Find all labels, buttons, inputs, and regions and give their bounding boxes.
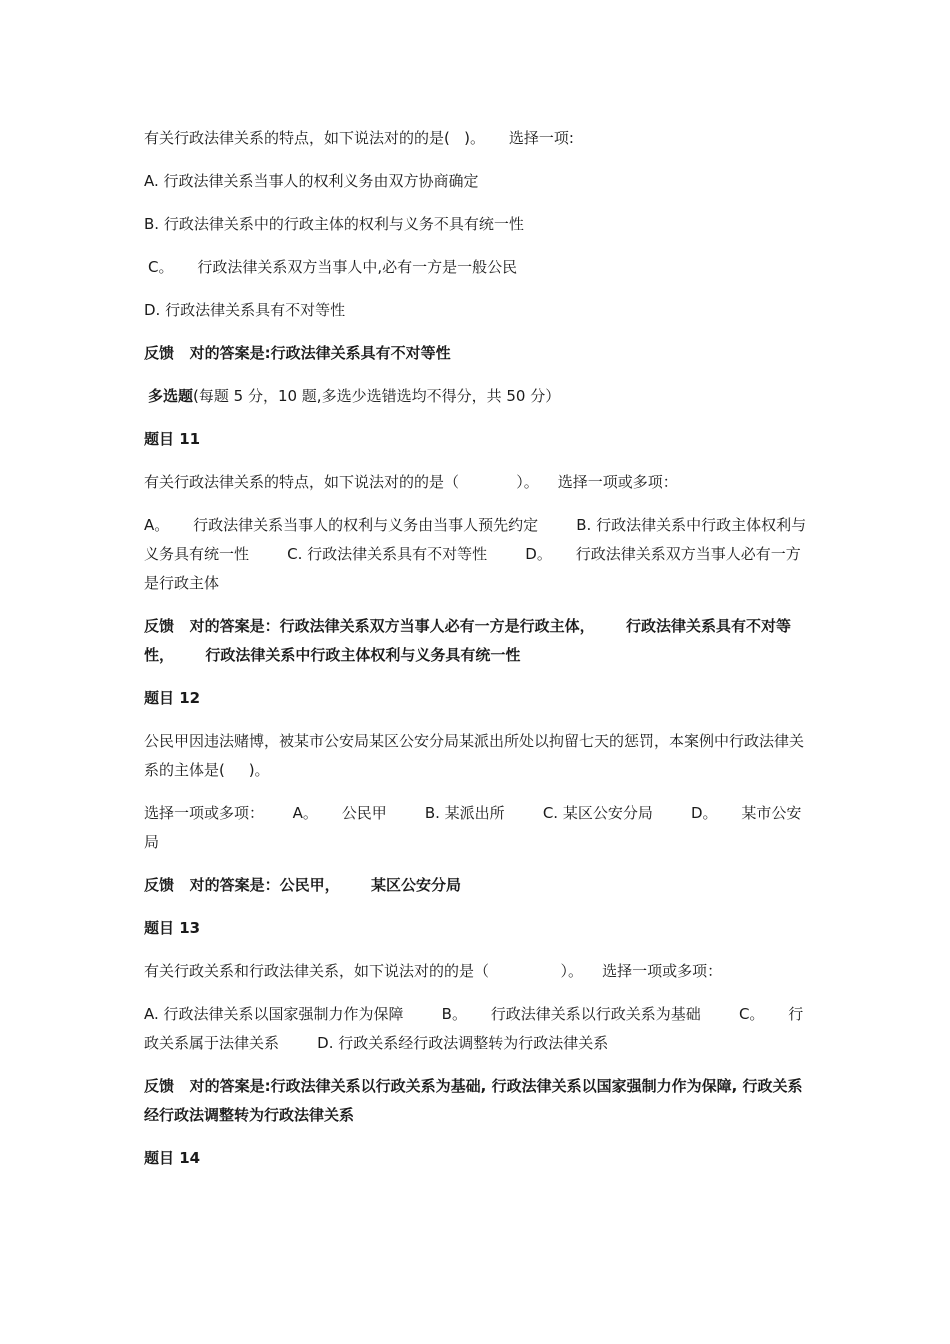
q13-options: A. 行政法律关系以国家强制力作为保障 B。 行政法律关系以行政关系为基础 C。 行政关系属于法律关系 D. 行政关系经行政法调整转为行政法律关系: [144, 1005, 804, 1052]
q11-feedback: 反馈 对的答案是：行政法律关系双方当事人必有一方是行政主体， 行政法律关系具有不对等性， 行政法律关系中行政主体权利与义务具有统一性: [144, 617, 792, 664]
q10-option-a: A. 行政法律关系当事人的权利义务由双方协商确定: [144, 172, 479, 190]
section-title: 多选题: [148, 387, 194, 405]
q13-label: 题目 13: [144, 919, 201, 937]
section-heading: [144, 382, 808, 411]
q10-feedback: 反馈 对的答案是:行政法律关系具有不对等性: [144, 344, 451, 362]
q11-label: 题目 11: [144, 430, 201, 448]
section-note: (每题 5 分，10 题,多选少选错选均不得分，共 50 分）: [193, 387, 561, 405]
q11-stem: 有关行政法律关系的特点，如下说法对的的是（ ）。 选择一项或多项：: [144, 473, 678, 491]
q12-options: 选择一项或多项： A。 公民甲 B. 某派出所 C. 某区公安分局 D。 某市公安局: [144, 804, 802, 851]
q10-stem: 有关行政法律关系的特点，如下说法对的的是( )。 选择一项:: [144, 129, 574, 147]
q12-feedback: 反馈 对的答案是：公民甲， 某区公安分局: [144, 876, 462, 894]
q10-option-b: B. 行政法律关系中的行政主体的权利与义务不具有统一性: [144, 215, 524, 233]
q13-stem: 有关行政关系和行政法律关系，如下说法对的的是（ ）。 选择一项或多项：: [144, 962, 723, 980]
q13-feedback: 反馈 对的答案是:行政法律关系以行政关系为基础, 行政法律关系以国家强制力作为保障, 行政关系经行政法调整转为行政法律关系: [144, 1077, 803, 1124]
q10-option-d: D. 行政法律关系具有不对等性: [144, 301, 346, 319]
q14-label: 题目 14: [144, 1149, 201, 1167]
q10-option-c: C。 行政法律关系双方当事人中,必有一方是一般公民: [148, 258, 518, 276]
q11-options: A。 行政法律关系当事人的权利与义务由当事人预先约定 B. 行政法律关系中行政主体权利与义务具有统一性 C. 行政法律关系具有不对等性 D。 行政法律关系双方当事人必有一方是行政主体: [144, 516, 807, 592]
document-page: [144, 124, 808, 1187]
q12-stem: 公民甲因违法赌博，被某市公安局某区公安分局某派出所处以拘留七天的惩罚，本案例中行政法律关系的主体是( )。: [144, 732, 805, 779]
q12-label: 题目 12: [144, 689, 201, 707]
